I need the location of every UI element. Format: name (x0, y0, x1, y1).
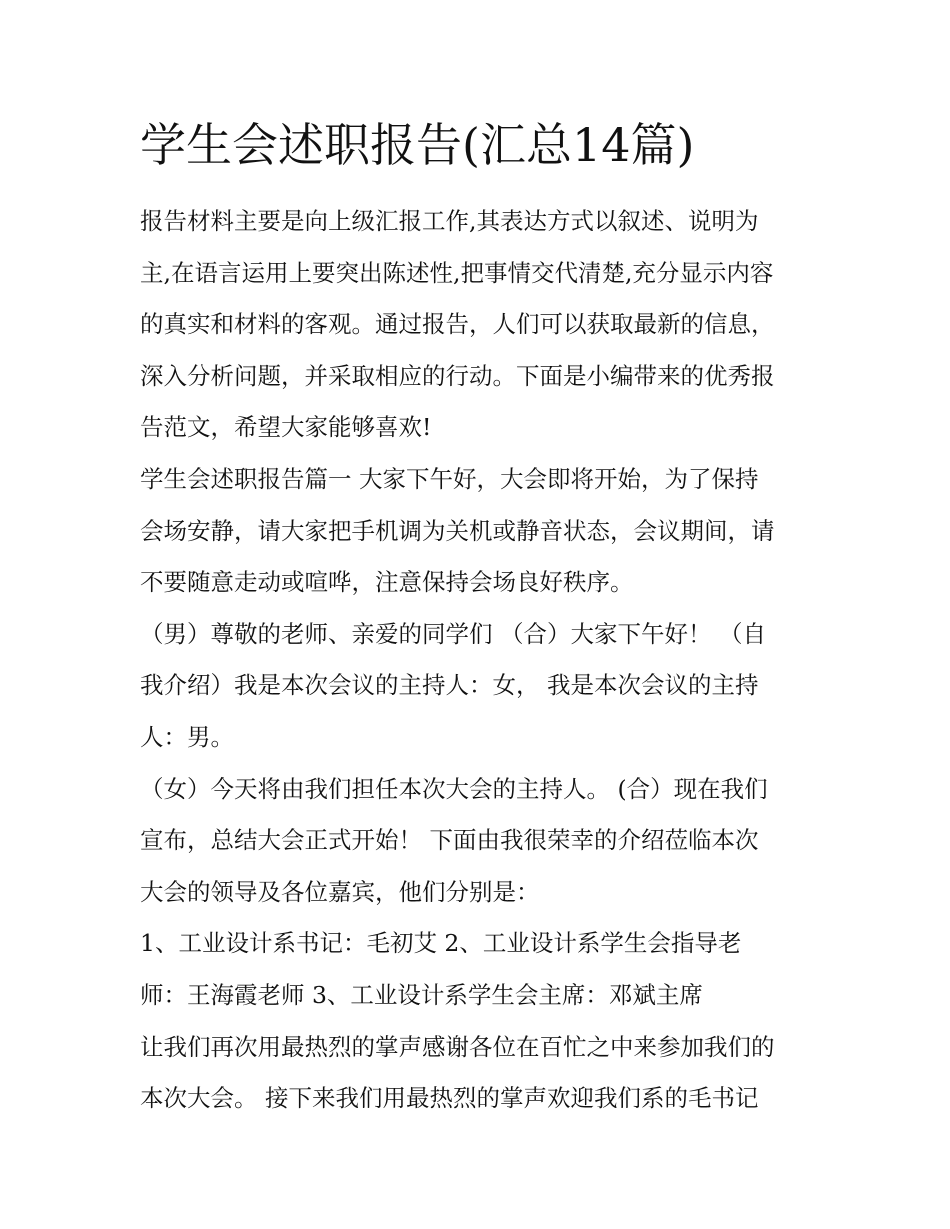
body-line: 宣布，总结大会正式开始！ 下面由我很荣幸的介绍莅临本次 (140, 826, 759, 855)
body-line: 告范文，希望大家能够喜欢! (140, 413, 432, 442)
body-line: 师：王海霞老师 3、工业设计系学生会主席：邓斌主席 (140, 980, 703, 1009)
body-line: 的真实和材料的客观。通过报告，人们可以获取最新的信息， (140, 310, 775, 339)
body-line: 让我们再次用最热烈的掌声感谢各位在百忙之中来参加我们的 (140, 1032, 775, 1061)
document-body (140, 196, 820, 1125)
body-line: 报告材料主要是向上级汇报工作,其表达方式以叙述、说明为 (140, 207, 759, 235)
body-line: 我介绍）我是本次会议的主持人：女， 我是本次会议的主持 (140, 671, 759, 700)
document-title: 学生会述职报告(汇总14篇) (140, 118, 695, 172)
body-line: 本次大会。 接下来我们用最热烈的掌声欢迎我们系的毛书记 (140, 1084, 759, 1113)
body-line: （女）今天将由我们担任本次大会的主持人。 (合）现在我们 (140, 774, 768, 803)
body-line: （男）尊敬的老师、亲爱的同学们 （合）大家下午好！ （自 (140, 619, 766, 648)
body-line: 大会的领导及各位嘉宾，他们分别是： (140, 877, 540, 906)
body-line: 1、工业设计系书记：毛初艾 2、工业设计系学生会指导老 (140, 929, 742, 958)
body-line: 会场安静，请大家把手机调为关机或静音状态，会议期间，请 (140, 516, 775, 545)
body-line: 学生会述职报告篇一 大家下午好，大会即将开始，为了保持 (140, 464, 759, 493)
body-line: 深入分析问题，并采取相应的行动。下面是小编带来的优秀报 (140, 361, 775, 390)
body-line: 主,在语言运用上要突出陈述性,把事情交代清楚,充分显示内容 (140, 258, 774, 287)
body-line: 人：男。 (140, 722, 234, 751)
body-line: 不要随意走动或喧哗，注意保持会场良好秩序。 (140, 568, 634, 597)
